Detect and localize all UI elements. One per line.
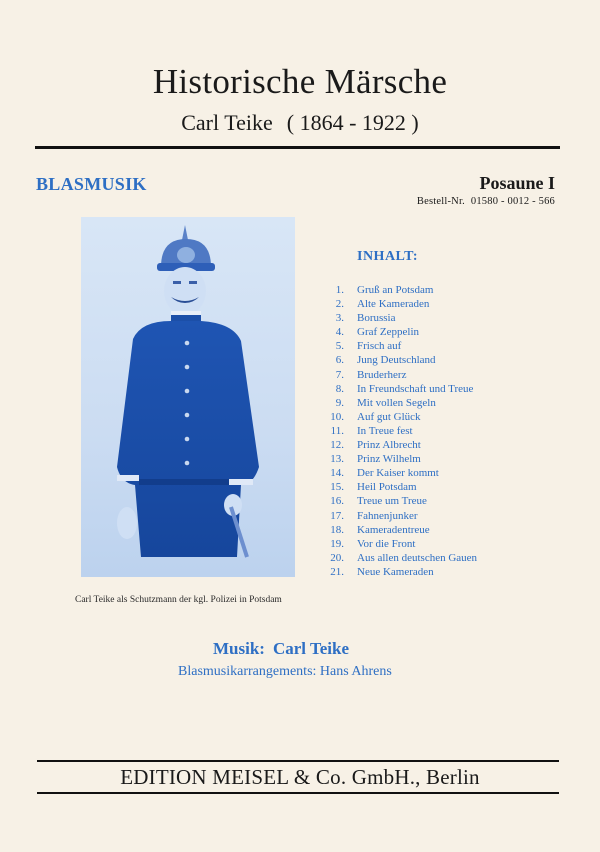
contents-item-title: Heil Potsdam (357, 481, 417, 494)
publisher-rule-top (37, 760, 559, 762)
contents-item-number: 20. (330, 551, 344, 564)
contents-item (320, 297, 477, 311)
contents-item-title: Mit vollen Segeln (357, 396, 436, 409)
contents-item-title: Prinz Wilhelm (357, 453, 421, 466)
ensemble-label: BLASMUSIK (36, 174, 147, 194)
contents-item (320, 325, 477, 339)
contents-item-number: 2. (335, 298, 344, 311)
publisher-rule-bottom (37, 792, 559, 794)
contents-item (320, 424, 477, 438)
contents-item (320, 537, 477, 551)
contents-item (320, 339, 477, 353)
contents-item (320, 565, 477, 579)
cover-title: Historische Märsche (152, 62, 448, 101)
contents-item (320, 382, 477, 396)
contents-item (320, 452, 477, 466)
publisher-name: EDITION MEISEL & Co. GmbH., Berlin (120, 765, 480, 789)
contents-item-title: Der Kaiser kommt (357, 467, 439, 480)
music-label: Musik: (213, 639, 265, 658)
contents-item-number: 4. (335, 326, 344, 339)
contents-item-number: 16. (330, 495, 344, 508)
contents-item (320, 353, 477, 367)
contents-item-number: 3. (335, 312, 344, 325)
arranger-credit: Blasmusikarrangements: Hans Ahrens (178, 664, 392, 679)
contents-item (320, 494, 477, 508)
contents-item-number: 7. (335, 368, 344, 381)
contents-item-number: 17. (330, 509, 344, 522)
top-divider (35, 146, 560, 149)
photo-caption: Carl Teike als Schutzmann der kgl. Polizei in Potsdam (75, 595, 282, 605)
contents-item (320, 523, 477, 537)
contents-item (320, 551, 477, 565)
contents-item-title: Borussia (357, 312, 396, 325)
contents-item (320, 283, 477, 297)
contents-item-number: 12. (330, 439, 344, 452)
contents-item-title: Auf gut Glück (357, 410, 421, 423)
contents-item-number: 13. (330, 453, 344, 466)
contents-heading: INHALT: (357, 249, 419, 264)
music-composer: Carl Teike (272, 639, 350, 658)
order-number-label: Bestell-Nr. (416, 196, 465, 207)
contents-item-title: Bruderherz (357, 368, 407, 381)
contents-item (320, 311, 477, 325)
contents-item-title: Jung Deutschland (357, 354, 436, 367)
contents-item (320, 396, 477, 410)
composer-line (0, 110, 600, 136)
contents-item (320, 410, 477, 424)
contents-item-number: 14. (330, 467, 344, 480)
order-number-line (417, 196, 555, 207)
contents-item-title: Frisch auf (357, 340, 402, 353)
contents-item-number: 21. (330, 565, 344, 578)
contents-item-title: Aus allen deutschen Gauen (357, 551, 478, 564)
contents-item-title: Vor die Front (357, 537, 416, 550)
contents-item-number: 15. (330, 481, 344, 494)
contents-item (320, 368, 477, 382)
portrait-photo (81, 217, 295, 577)
portrait-illustration (81, 217, 295, 577)
contents-item (320, 509, 477, 523)
contents-item-number: 1. (335, 284, 344, 296)
contents-item (320, 480, 477, 494)
instrument-part: Posaune I (479, 173, 555, 193)
music-credit (213, 639, 349, 659)
contents-item-title: Graf Zeppelin (357, 326, 419, 339)
contents-item (320, 438, 477, 452)
contents-item (320, 466, 477, 480)
contents-item-title: Fahnenjunker (357, 509, 418, 522)
contents-item-title: Gruß an Potsdam (357, 284, 434, 296)
composer-years: ( 1864 - 1922 ) (286, 110, 419, 135)
contents-item-title: In Freundschaft und Treue (357, 382, 474, 395)
contents-item-number: 11. (330, 424, 344, 437)
contents-item-title: Neue Kameraden (357, 565, 434, 578)
contents-item-number: 18. (330, 523, 344, 536)
contents-item-number: 6. (335, 354, 344, 367)
contents-item-title: Treue um Treue (357, 495, 427, 508)
contents-item-title: In Treue fest (357, 424, 413, 437)
order-number: 01580 - 0012 - 566 (470, 196, 555, 207)
contents-item-number: 5. (335, 340, 344, 353)
contents-item-number: 10. (330, 410, 344, 423)
contents-item-number: 8. (335, 382, 344, 395)
contents-item-title: Alte Kameraden (357, 298, 430, 311)
contents-list (320, 283, 477, 579)
contents-item-title: Kameradentreue (357, 523, 430, 536)
composer-name: Carl Teike (181, 110, 273, 135)
contents-item-number: 9. (335, 396, 344, 409)
contents-item-number: 19. (330, 537, 344, 550)
contents-item-title: Prinz Albrecht (357, 439, 421, 452)
